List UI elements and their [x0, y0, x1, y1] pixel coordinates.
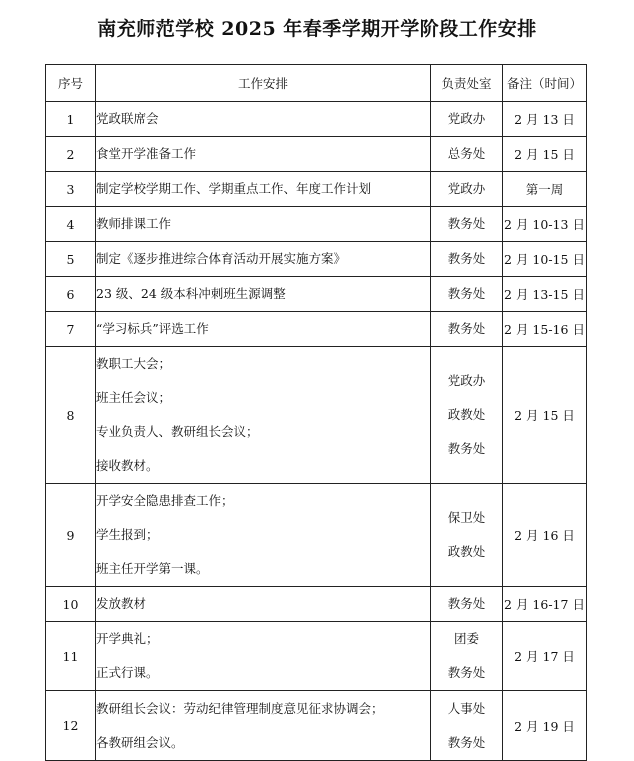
- row-dept: [431, 102, 503, 137]
- work-plan-table: [45, 64, 587, 761]
- table-row: [46, 484, 587, 587]
- dept-line: 教务处: [447, 286, 486, 301]
- table-row: [46, 277, 587, 312]
- row-num: 10: [46, 587, 96, 622]
- row-dept: [431, 691, 503, 761]
- dept-line: 保卫处: [447, 510, 486, 525]
- row-num: 2: [46, 137, 96, 172]
- row-task: [96, 587, 431, 622]
- table-row: [46, 172, 587, 207]
- dept-line: 团委: [453, 631, 479, 646]
- row-note: 2 月 16-17 日: [503, 587, 587, 622]
- task-line: 教职工大会；: [96, 356, 172, 371]
- row-task: [96, 312, 431, 347]
- dept-line: 教务处: [447, 665, 486, 680]
- row-task: [96, 622, 431, 691]
- row-note: 2 月 10-13 日: [503, 207, 587, 242]
- row-task: [96, 691, 431, 761]
- table-row: [46, 102, 587, 137]
- dept-line: 总务处: [447, 146, 486, 161]
- row-task: [96, 242, 431, 277]
- task-line: 发放教材: [96, 596, 147, 611]
- header-note: 备注（时间）: [503, 65, 587, 102]
- task-line: 正式行课。: [96, 665, 159, 680]
- row-note: 第一周: [503, 172, 587, 207]
- dept-line: 党政办: [447, 373, 486, 388]
- row-note: 2 月 16 日: [503, 484, 587, 587]
- table-row: [46, 242, 587, 277]
- task-line: 教研组长会议：劳动纪律管理制度意见征求协调会；: [96, 700, 384, 716]
- row-num: 8: [46, 347, 96, 484]
- dept-line: 党政办: [447, 181, 486, 196]
- row-task: [96, 207, 431, 242]
- task-line: 开学典礼；: [96, 631, 159, 646]
- table-row: [46, 587, 587, 622]
- table-row: [46, 312, 587, 347]
- row-note: 2 月 10-15 日: [503, 242, 587, 277]
- row-dept: [431, 277, 503, 312]
- page-title: 南充师范学校 2025 年春季学期开学阶段工作安排: [97, 18, 537, 40]
- row-note: 2 月 15-16 日: [503, 312, 587, 347]
- row-task: [96, 172, 431, 207]
- task-line: “学习标兵”评选工作: [96, 321, 209, 336]
- row-num: 7: [46, 312, 96, 347]
- task-line: 教师排课工作: [96, 216, 172, 231]
- row-num: 1: [46, 102, 96, 137]
- row-task: [96, 277, 431, 312]
- row-task: [96, 484, 431, 587]
- header-dept: 负责处室: [431, 65, 503, 102]
- row-note: 2 月 15 日: [503, 137, 587, 172]
- row-note: 2 月 19 日: [503, 691, 587, 761]
- dept-line: 政教处: [447, 407, 486, 422]
- dept-line: 教务处: [447, 734, 486, 750]
- row-num: 11: [46, 622, 96, 691]
- row-note: 2 月 15 日: [503, 347, 587, 484]
- dept-line: 教务处: [447, 251, 486, 266]
- task-line: 班主任会议；: [96, 390, 172, 405]
- dept-line: 人事处: [447, 700, 486, 716]
- row-dept: [431, 172, 503, 207]
- row-note: 2 月 17 日: [503, 622, 587, 691]
- row-note: 2 月 13-15 日: [503, 277, 587, 312]
- row-dept: [431, 312, 503, 347]
- row-dept: [431, 207, 503, 242]
- row-dept: [431, 242, 503, 277]
- dept-line: 教务处: [447, 441, 486, 456]
- task-line: 接收教材。: [96, 458, 159, 473]
- row-num: 12: [46, 691, 96, 761]
- task-line: 食堂开学准备工作: [96, 146, 197, 161]
- task-line: 制定学校学期工作、学期重点工作、年度工作计划: [96, 181, 372, 196]
- dept-line: 教务处: [447, 596, 486, 611]
- header-num: 序号: [46, 65, 96, 102]
- row-num: 9: [46, 484, 96, 587]
- task-line: 各教研组会议。: [96, 734, 184, 750]
- task-line: 专业负责人、教研组长会议；: [96, 424, 259, 439]
- row-task: [96, 102, 431, 137]
- row-task: [96, 137, 431, 172]
- task-line: 开学安全隐患排查工作；: [96, 493, 234, 508]
- row-num: 5: [46, 242, 96, 277]
- task-line: 党政联席会: [96, 111, 159, 126]
- task-line: 学生报到；: [96, 527, 159, 542]
- dept-line: 党政办: [447, 111, 486, 126]
- dept-line: 政教处: [447, 544, 486, 559]
- dept-line: 教务处: [447, 216, 486, 231]
- table-row: [46, 207, 587, 242]
- task-line: 23 级、24 级本科冲刺班生源调整: [96, 286, 286, 301]
- table-row: [46, 691, 587, 761]
- row-note: 2 月 13 日: [503, 102, 587, 137]
- table-row: [46, 622, 587, 691]
- task-line: 班主任开学第一课。: [96, 561, 209, 576]
- row-num: 6: [46, 277, 96, 312]
- header-task: 工作安排: [96, 65, 431, 102]
- row-dept: [431, 137, 503, 172]
- row-dept: [431, 484, 503, 587]
- task-line: 制定《逐步推进综合体育活动开展实施方案》: [96, 251, 347, 266]
- row-dept: [431, 622, 503, 691]
- dept-line: 教务处: [447, 321, 486, 336]
- table-row: [46, 347, 587, 484]
- row-task: [96, 347, 431, 484]
- row-dept: [431, 347, 503, 484]
- row-num: 4: [46, 207, 96, 242]
- table-header-row: [46, 65, 587, 102]
- row-num: 3: [46, 172, 96, 207]
- row-dept: [431, 587, 503, 622]
- table-row: [46, 137, 587, 172]
